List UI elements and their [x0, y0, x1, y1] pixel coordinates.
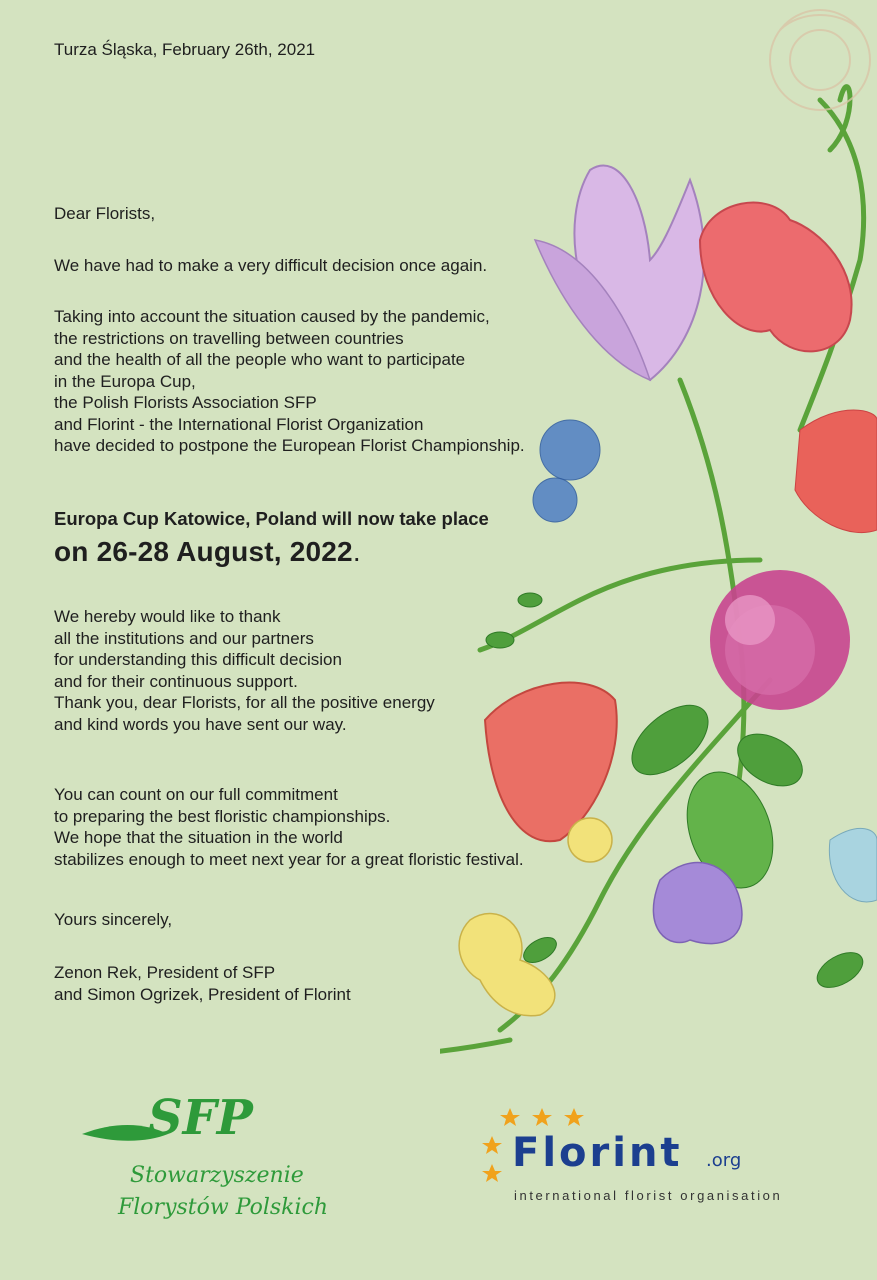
- paragraph-line: and Florint - the International Florist Organization: [54, 414, 424, 434]
- letter-intro: We have had to make a very difficult decision once again.: [54, 256, 488, 275]
- letter-paragraph-1: [54, 306, 525, 457]
- paragraph-line: Thank you, dear Florists, for all the positive energy: [54, 693, 435, 712]
- signature-line: and Simon Ogrizek, President of Florint: [54, 984, 351, 1004]
- paragraph-line: and the health of all the people who want to participate: [54, 350, 466, 369]
- floral-illustration: [440, 0, 877, 1280]
- florint-tagline: international florist organisation: [514, 1188, 783, 1203]
- event-date-text: on 26-28 August, 2022: [54, 536, 353, 567]
- sfp-logo: [78, 1082, 338, 1232]
- letter-paragraph-3: [54, 784, 524, 870]
- sfp-script-line-1: Stowarzyszenie: [130, 1163, 304, 1188]
- paragraph-line: and for their continuous support.: [54, 671, 298, 691]
- paragraph-line: all the institutions and our partners: [54, 628, 314, 648]
- paragraph-line: Taking into account the situation caused by the pandemic,: [54, 307, 490, 326]
- letter-greeting: Dear Florists,: [54, 204, 156, 223]
- sfp-mark: SFP: [148, 1090, 253, 1146]
- paragraph-line: and kind words you have sent our way.: [54, 714, 347, 734]
- paragraph-line: We hereby would like to thank: [54, 607, 281, 626]
- paragraph-line: have decided to postpone the European Florist Championship.: [54, 436, 525, 455]
- sfp-script-line-2: Florystów Polskich: [118, 1195, 329, 1220]
- paragraph-line: the restrictions on travelling between countries: [54, 328, 404, 348]
- letter-date: Turza Śląska, February 26th, 2021: [54, 40, 316, 59]
- event-date-suffix: .: [352, 536, 361, 567]
- florint-name: Florint: [512, 1130, 683, 1176]
- announcement: Europa Cup Katowice, Poland will now take place: [54, 508, 489, 529]
- paragraph-line: to preparing the best floristic championships.: [54, 806, 391, 826]
- paragraph-line: in the Europa Cup,: [54, 371, 196, 391]
- event-date: [54, 536, 361, 568]
- signature-line: Zenon Rek, President of SFP: [54, 963, 276, 982]
- paragraph-line: stabilizes enough to meet next year for a great floristic festival.: [54, 849, 524, 869]
- paragraph-line: for understanding this difficult decision: [54, 650, 342, 669]
- paragraph-line: You can count on our full commitment: [54, 785, 338, 804]
- letter-signatures: [54, 962, 351, 1005]
- paragraph-line: We hope that the situation in the world: [54, 828, 343, 847]
- paragraph-line: the Polish Florists Association SFP: [54, 393, 317, 412]
- letter-closing: Yours sincerely,: [54, 910, 173, 929]
- florint-suffix: .org: [706, 1150, 742, 1171]
- letter-paragraph-2: [54, 606, 435, 735]
